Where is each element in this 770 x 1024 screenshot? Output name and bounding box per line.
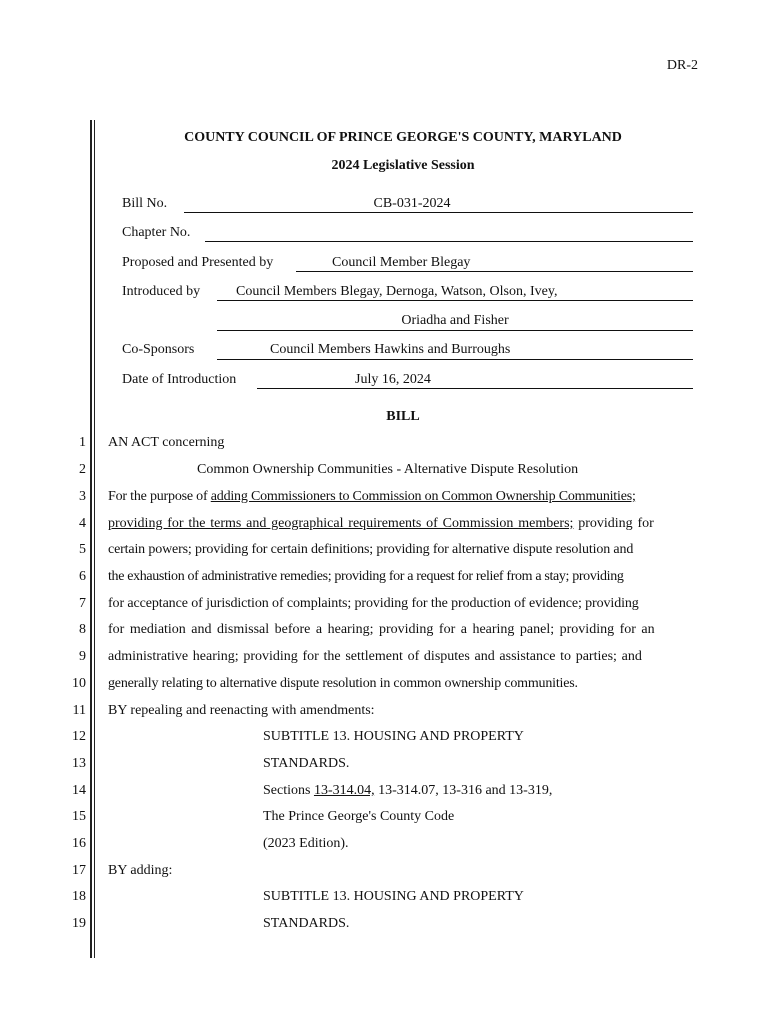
body-line-7: for acceptance of jurisdiction of complaints; providing for the production of evidence; providing <box>108 596 639 611</box>
chapter-no-line <box>205 223 693 242</box>
date-value: July 16, 2024 <box>355 372 431 387</box>
introduced-value-1: Council Members Blegay, Dernoga, Watson, Olson, Ivey, <box>236 284 558 299</box>
council-title: COUNTY COUNCIL OF PRINCE GEORGE'S COUNTY, MARYLAND <box>184 130 622 145</box>
body-line-13: STANDARDS. <box>263 756 350 771</box>
proposed-label: Proposed and Presented by <box>122 255 274 270</box>
line-number: 17 <box>72 863 86 878</box>
line-number: 2 <box>79 462 86 477</box>
body-line-1: AN ACT concerning <box>108 435 225 450</box>
line-number: 6 <box>79 569 86 584</box>
body-line-9: administrative hearing; providing for the settlement of disputes and assistance to parties; and <box>108 649 642 664</box>
body-line-17: BY adding: <box>108 863 173 878</box>
line-number: 13 <box>72 756 86 771</box>
body-line-11: BY repealing and reenacting with amendments: <box>108 703 375 718</box>
body-line-15: The Prince George's County Code <box>263 809 455 824</box>
line-number: 14 <box>72 783 86 798</box>
body-line-18: SUBTITLE 13. HOUSING AND PROPERTY <box>263 889 524 904</box>
chapter-no-label: Chapter No. <box>122 225 191 240</box>
body-line-10: generally relating to alternative dispute resolution in common ownership communities. <box>108 676 578 691</box>
body-line-19: STANDARDS. <box>263 916 350 931</box>
body-line-16: (2023 Edition). <box>263 836 349 851</box>
bill-heading: BILL <box>386 409 420 424</box>
date-line <box>257 370 693 389</box>
margin-rule-thin <box>94 120 95 958</box>
body-line-3 <box>108 489 698 505</box>
line-number: 8 <box>79 622 86 637</box>
line-4-insertion: providing for the terms and geographical requirements of Commission members; <box>108 516 574 531</box>
body-line-4 <box>108 516 698 532</box>
bill-no-value: CB-031-2024 <box>373 196 451 211</box>
body-line-5: certain powers; providing for certain definitions; providing for alternative dispute resolution and <box>108 542 634 557</box>
cosponsors-label: Co-Sponsors <box>122 342 195 357</box>
line-number: 16 <box>72 836 86 851</box>
introduced-value-2: Oriadha and Fisher <box>401 313 509 328</box>
body-line-8: for mediation and dismissal before a hearing; providing for a hearing panel; providing for an <box>108 622 655 637</box>
line-4-text: providing for <box>573 516 654 531</box>
line-14-text-a: Sections <box>263 783 314 798</box>
body-line-2-title: Common Ownership Communities - Alternative Dispute Resolution <box>197 462 579 477</box>
page-code: DR-2 <box>666 58 698 73</box>
cosponsors-value: Council Members Hawkins and Burroughs <box>270 342 511 357</box>
line-3-insertion: adding Commissioners to Commission on Common Ownership Communities; <box>210 489 636 504</box>
body-line-6: the exhaustion of administrative remedies; providing for a request for relief from a stay; providing <box>108 569 624 584</box>
line-number: 19 <box>72 916 86 931</box>
line-3-text: For the purpose of <box>108 489 211 504</box>
line-number: 11 <box>72 703 86 718</box>
introduced-label: Introduced by <box>122 284 201 299</box>
line-number: 10 <box>72 676 86 691</box>
bill-no-label: Bill No. <box>122 196 168 211</box>
line-number: 12 <box>72 729 86 744</box>
line-14-text-c: 13-314.07, 13-316 and 13-319, <box>374 783 553 798</box>
line-number: 18 <box>72 889 86 904</box>
line-number: 1 <box>79 435 86 450</box>
line-number: 7 <box>79 596 86 611</box>
date-label: Date of Introduction <box>122 372 237 387</box>
line-number: 9 <box>79 649 86 664</box>
session-title: 2024 Legislative Session <box>331 158 475 173</box>
body-line-14 <box>263 783 552 799</box>
line-number: 4 <box>79 516 86 531</box>
proposed-value: Council Member Blegay <box>332 255 471 270</box>
line-number: 5 <box>79 542 86 557</box>
body-line-12: SUBTITLE 13. HOUSING AND PROPERTY <box>263 729 524 744</box>
line-14-insertion: 13-314.04, <box>313 783 375 798</box>
margin-rule <box>90 120 92 958</box>
line-number: 15 <box>72 809 86 824</box>
line-number: 3 <box>79 489 86 504</box>
